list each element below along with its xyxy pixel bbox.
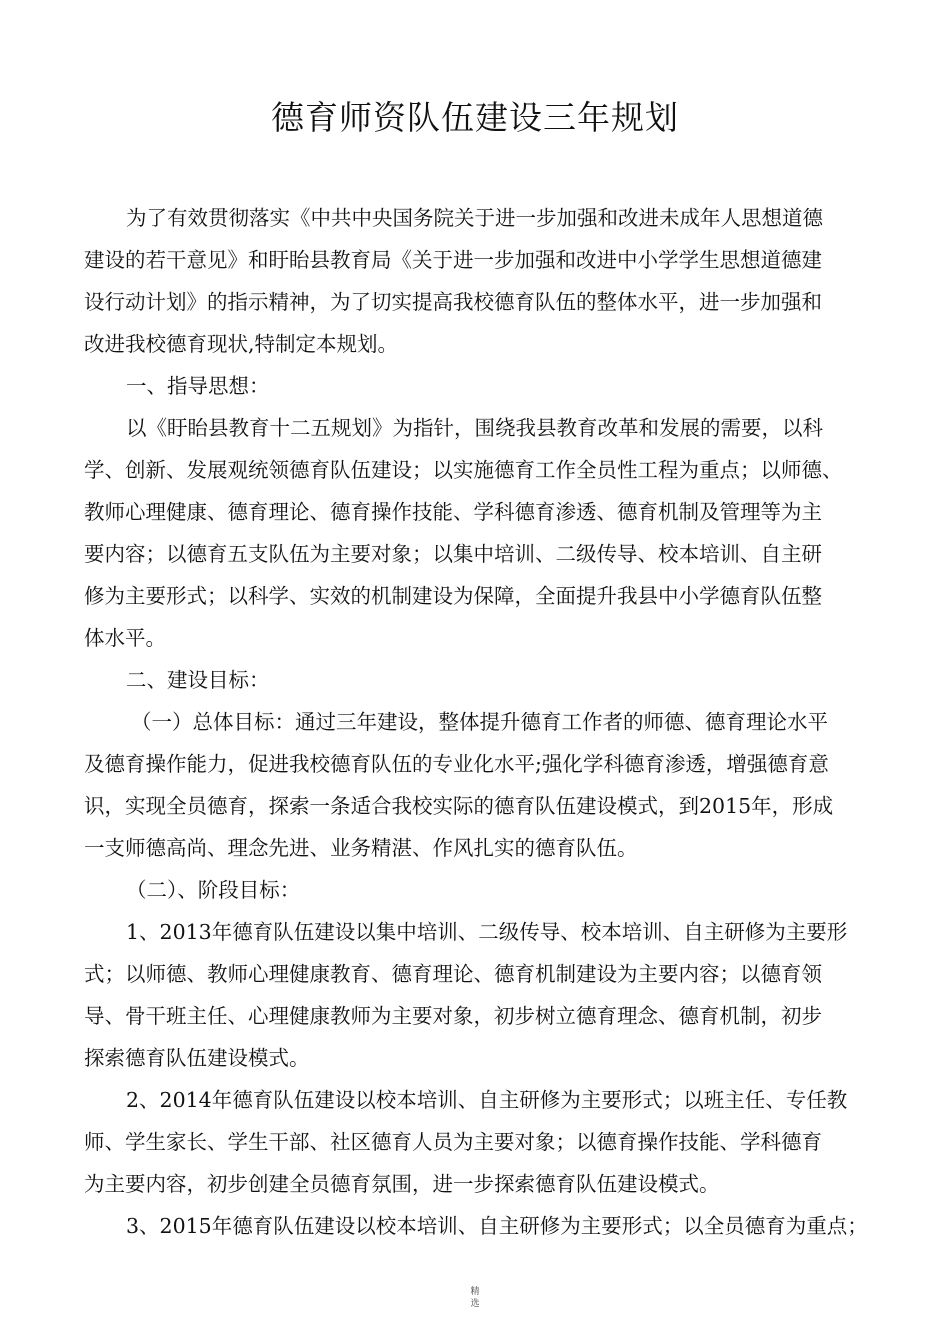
paragraph-line: 修为主要形式；以科学、实效的机制建设为保障，全面提升我县中小学德育队伍整 [84, 584, 822, 608]
paragraph-line: 1、2013年德育队伍建设以集中培训、二级传导、校本培训、自主研修为主要形 [126, 920, 848, 944]
paragraph-line: （一）总体目标：通过三年建设，整体提升德育工作者的师德、德育理论水平 [131, 710, 828, 734]
footer-char: 精 [470, 1287, 480, 1297]
paragraph-line: 改进我校德育现状,特制定本规划。 [84, 332, 399, 356]
paragraph-line: 以《盱眙县教育十二五规划》为指针，围绕我县教育改革和发展的需要，以科 [126, 416, 823, 440]
paragraph-line: 学、创新、发展观统领德育队伍建设；以实施德育工作全员性工程为重点；以师德、 [84, 458, 843, 482]
paragraph-line: 识，实现全员德育，探索一条适合我校实际的德育队伍建设模式，到2015年，形成 [84, 794, 834, 818]
page-footer [467, 1286, 483, 1310]
paragraph-line: 导、骨干班主任、心理健康教师为主要对象，初步树立德育理念、德育机制，初步 [84, 1004, 822, 1028]
paragraph-line: 体水平。 [84, 626, 166, 650]
paragraph-line: 师、学生家长、学生干部、社区德育人员为主要对象；以德育操作技能、学科德育 [84, 1130, 822, 1154]
section-heading: 一、指导思想： [126, 374, 270, 398]
document-title: 德育师资队伍建设三年规划 [271, 98, 679, 137]
paragraph-line: 教师心理健康、德育理论、德育操作技能、学科德育渗透、德育机制及管理等为主 [84, 500, 822, 524]
paragraph-line: 一支师德高尚、理念先进、业务精湛、作风扎实的德育队伍。 [84, 836, 638, 860]
paragraph-line: 及德育操作能力，促进我校德育队伍的专业化水平;强化学科德育渗透，增强德育意 [84, 752, 829, 776]
paragraph-line: 式；以师德、教师心理健康教育、德育理论、德育机制建设为主要内容；以德育领 [84, 962, 822, 986]
paragraph-line: 建设的若干意见》和盱眙县教育局《关于进一步加强和改进中小学学生思想道德建 [84, 248, 822, 272]
paragraph-line: 设行动计划》的指示精神，为了切实提高我校德育队伍的整体水平，进一步加强和 [84, 290, 822, 314]
footer-char: 选 [470, 1299, 480, 1309]
section-heading: （二）、阶段目标： [126, 878, 301, 902]
paragraph-line: 探索德育队伍建设模式。 [84, 1046, 310, 1070]
paragraph-line: 3、2015年德育队伍建设以校本培训、自主研修为主要形式；以全员德育为重点； [126, 1214, 868, 1238]
paragraph-line: 为了有效贯彻落实《中共中央国务院关于进一步加强和改进未成年人思想道德 [126, 206, 823, 230]
paragraph-line: 为主要内容，初步创建全员德育氛围，进一步探索德育队伍建设模式。 [84, 1172, 720, 1196]
paragraph-line: 要内容；以德育五支队伍为主要对象；以集中培训、二级传导、校本培训、自主研 [84, 542, 822, 566]
paragraph-line: 2、2014年德育队伍建设以校本培训、自主研修为主要形式；以班主任、专任教 [126, 1088, 848, 1112]
section-heading: 二、建设目标： [126, 668, 270, 692]
